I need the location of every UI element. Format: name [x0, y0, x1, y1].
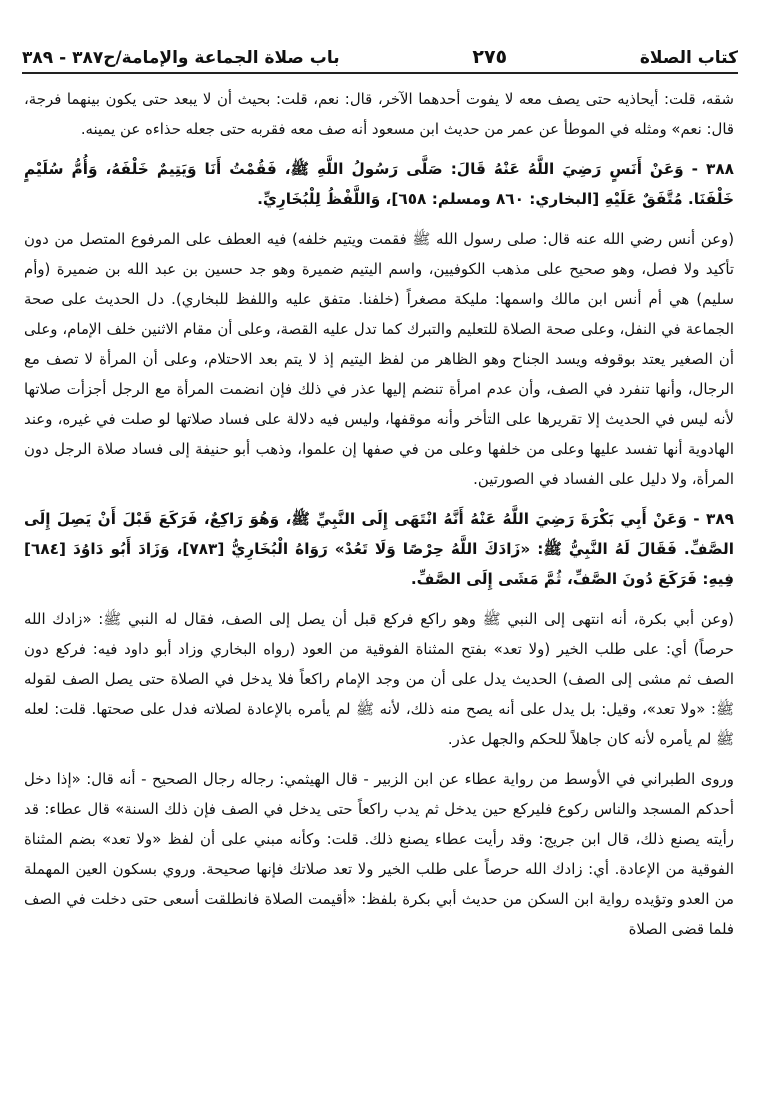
commentary-paragraph: (وعن أبي بكرة، أنه انتهى إلى النبي ﷺ وهو راكع فركع قبل أن يصل إلى الصف، فقال له النبي ﷺ: «زادك الله حرصاً) أي: على طلب الخير (ولا تعد» بفتح المثناة الفوقية من العود (رواه البخاري وزاد أبو داود فيه: فركع دون الصف ثم مشى إلى الصف) الحديث يدل على أن من وجد الإمام راكعاً فلا يدخل في الصلاة حتى يصل الصف لقوله ﷺ: «ولا تعد»، وقيل: بل يدل على أنه يصح منه ذلك، لأنه ﷺ لم يأمره بالإعادة لصلاته فدل على صحتها. قلت: لعله ﷺ لم يأمره لأنه كان جاهلاً للحكم والجهل عذر.: [24, 610, 734, 748]
chapter-title: باب صلاة الجماعة والإمامة/ح٣٨٧ - ٣٨٩: [22, 48, 340, 68]
book-title: كتاب الصلاة: [639, 48, 738, 68]
running-header: [22, 30, 738, 74]
commentary-paragraph: شقه، قلت: أيحاذيه حتى يصف معه لا يفوت أحدهما الآخر، قال: نعم، قلت: بحيث أن لا يبعد حتى يكون بينهما فرجة، قال: نعم» ومثله في الموطأ عن عمر من حديث ابن مسعود أنه صف معه فقربه حتى جعله حذاءه عن يمينه.: [24, 90, 734, 138]
commentary-paragraph: وروى الطبراني في الأوسط من رواية عطاء عن ابن الزبير - قال الهيثمي: رجاله رجال الصحيح - أنه قال: «إذا دخل أحدكم المسجد والناس ركوع فليركع حين يدخل ثم يدب راكعاً حتى يدخل في الصف فإن ذلك السنة» قال عطاء: قد رأيته يصنع ذلك، قال ابن جريج: وقد رأيت عطاء يصنع ذلك. قلت: وكأنه مبني على أن لفظ «ولا تعد» بضم المثناة الفوقية من الإعادة. أي: زادك الله حرصاً على طلب الخير ولا تعد صلاتك فإنها صحيحة. وروي بسكون العين المهملة من العدو وتؤيده رواية ابن السكن من حديث أبي بكرة بلفظ: «أقيمت الصلاة فانطلقت أسعى حتى دخلت في الصف فلما قضى الصلاة: [24, 770, 734, 938]
page-body: [24, 84, 734, 954]
commentary-paragraph: (وعن أنس رضي الله عنه قال: صلى رسول الله ﷺ فقمت ويتيم خلفه) فيه العطف على المرفوع المتصل من دون تأكيد ولا فصل، وهو صحيح على مذهب الكوفيين، واسم اليتيم ضميرة وهو جد حسين بن عبد الله بن ضميرة (وأم سليم) هي أم أنس ابن مالك واسمها: مليكة مصغراً (خلفنا. متفق عليه واللفظ للبخاري). دل الحديث على صحة الجماعة في النفل، وعلى صحة الصلاة للتعليم والتبرك كما تدل عليه القصة، وعلى أن مقام الاثنين خلف الإمام، وعلى أن الصغير يعتد بوقوفه ويسد الجناح وهو الظاهر من لفظ اليتيم إذ لا يتم بعد الاحتلام، وعلى أن المرأة لا تصف مع الرجال، وأنها تنفرد في الصف، وأن عدم امرأة تنضم إليها عذر في ذلك فإن انضمت المرأة مع الرجل أجزأت صلاتها لأنه ليس في الحديث إلا تقريرها على التأخر وأنه موقفها، وليس فيه دلالة على فساد صلاتها لو صلت في غيره، وعند الهادوية أنها تفسد عليها وعلى من خلفها وعلى من في صفها إن علموا، وذهب أبو حنيفة إلى فساد صلاة الرجل دون المرأة، ولا دليل على الفساد في الصورتين.: [24, 230, 734, 488]
hadith-388: ٣٨٨ - وَعَنْ أَنَسٍ رَضِيَ اللَّهُ عَنْهُ قَالَ: صَلَّى رَسُولُ اللَّهِ ﷺ، فَقُمْتُ أَنَا وَيَتِيمٌ خَلْفَهُ، وَأُمُّ سُلَيْمٍ خَلْفَنَا. مُتَّفَقٌ عَلَيْهِ [البخاري: ٨٦٠ ومسلم: ٦٥٨]، وَاللَّفْظُ لِلْبُخَارِيِّ.: [24, 160, 734, 208]
page-number: ٢٧٥: [472, 46, 508, 68]
hadith-389: ٣٨٩ - وَعَنْ أَبِي بَكْرَةَ رَضِيَ اللَّهُ عَنْهُ أَنَّهُ انْتَهَى إِلَى النَّبِيِّ ﷺ، وَهُوَ رَاكِعٌ، فَرَكَعَ قَبْلَ أَنْ يَصِلَ إِلَى الصَّفِّ. فَقَالَ لَهُ النَّبِيُّ ﷺ: «زَادَكَ اللَّهُ حِرْصًا وَلَا تَعُدْ» رَوَاهُ الْبُخَارِيُّ [٧٨٣]، وَزَادَ أَبُو دَاوُدَ [٦٨٤] فِيهِ: فَرَكَعَ دُونَ الصَّفِّ، ثُمَّ مَشَى إِلَى الصَّفِّ.: [24, 510, 734, 588]
